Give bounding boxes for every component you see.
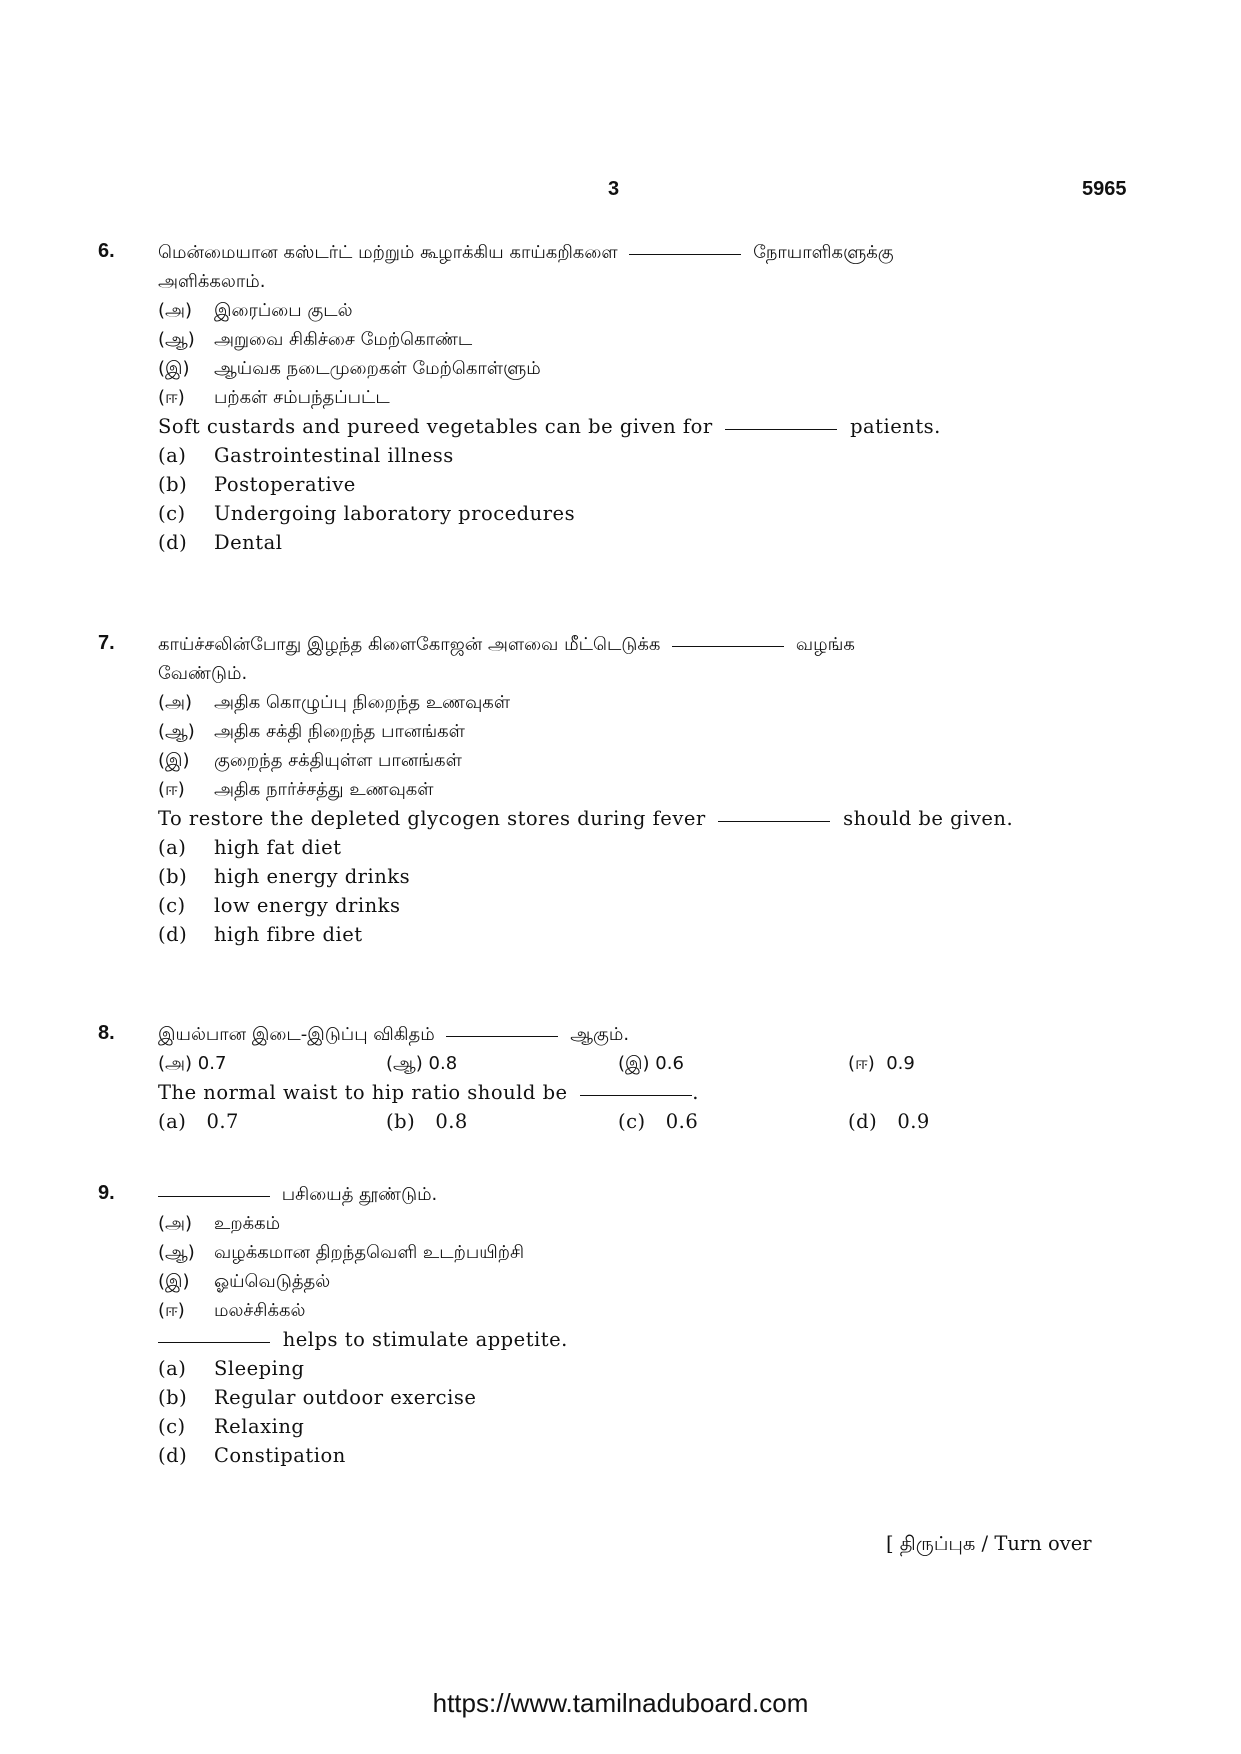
answer-blank	[158, 1342, 270, 1343]
english-option: (a) 0.7	[158, 1110, 239, 1133]
english-option: (c) 0.6	[618, 1110, 699, 1133]
english-stem: Soft custards and pureed vegetables can be given for	[158, 415, 713, 438]
english-options-row	[158, 1107, 1088, 1136]
tamil-option: (அ) 0.7	[158, 1053, 227, 1074]
answer-blank	[718, 821, 830, 822]
english-option: (c) Undergoing laboratory procedures	[158, 502, 576, 525]
tamil-option: (அ) அதிக கொழுப்பு நிறைந்த உணவுகள்	[158, 692, 511, 713]
english-stem: The normal waist to hip ratio should be	[158, 1081, 568, 1104]
tamil-option: (ஈ) அதிக நார்ச்சத்து உணவுகள்	[158, 779, 434, 800]
tamil-stem-line2: அளிக்கலாம்.	[158, 271, 266, 292]
english-option: (d) 0.9	[848, 1110, 930, 1133]
tamil-option: (இ) 0.6	[618, 1053, 684, 1074]
page-number: 3	[608, 178, 620, 200]
tamil-stem: இயல்பான இடை-இடுப்பு விகிதம்	[158, 1024, 435, 1045]
tamil-option: (ஈ) 0.9	[848, 1053, 915, 1074]
english-option: (c) low energy drinks	[158, 894, 401, 917]
tamil-option: (ஈ) பற்கள் சம்பந்தப்பட்ட	[158, 387, 390, 408]
website-url[interactable]: https://www.tamilnaduboard.com	[432, 1688, 809, 1718]
tamil-option: (ஆ) அறுவை சிகிச்சை மேற்கொண்ட	[158, 329, 473, 350]
tamil-option: (இ) குறைந்த சக்தியுள்ள பானங்கள்	[158, 750, 462, 771]
tamil-stem-end: நோயாளிகளுக்கு	[753, 242, 894, 263]
tamil-option: (அ) இரைப்பை குடல்	[158, 300, 353, 321]
english-option: (b) Regular outdoor exercise	[158, 1386, 477, 1409]
tamil-stem: மென்மையான கஸ்டர்ட் மற்றும் கூழாக்கிய காய்கறிகளை	[158, 242, 618, 263]
tamil-option: (ஆ) வழக்கமான திறந்தவெளி உடற்பயிற்சி	[158, 1242, 525, 1263]
english-option: (b) Postoperative	[158, 473, 356, 496]
answer-blank	[725, 429, 837, 430]
tamil-option: (ஆ) 0.8	[386, 1053, 458, 1074]
question-number: 8.	[98, 1022, 115, 1044]
question-number: 9.	[98, 1182, 115, 1204]
tamil-stem-end: வழங்க	[795, 634, 855, 655]
english-stem-end: patients.	[850, 415, 941, 438]
answer-blank	[446, 1036, 558, 1037]
answer-blank	[629, 254, 741, 255]
english-stem-end: .	[692, 1081, 699, 1104]
english-option: (a) Sleeping	[158, 1357, 305, 1380]
tamil-option: (அ) உறக்கம்	[158, 1213, 281, 1234]
answer-blank	[580, 1095, 692, 1096]
turn-over-note: [ திருப்புக / Turn over	[886, 1532, 1092, 1555]
tamil-option: (இ) ஓய்வெடுத்தல்	[158, 1271, 331, 1292]
english-option: (a) Gastrointestinal illness	[158, 444, 454, 467]
english-option: (b) high energy drinks	[158, 865, 411, 888]
tamil-stem: பசியைத் தூண்டும்.	[281, 1184, 438, 1205]
english-option: (d) Constipation	[158, 1444, 346, 1467]
tamil-stem-end: ஆகும்.	[570, 1024, 630, 1045]
answer-blank	[158, 1196, 270, 1197]
tamil-options-row	[158, 1049, 1088, 1078]
english-option: (b) 0.8	[386, 1110, 468, 1133]
english-option: (c) Relaxing	[158, 1415, 305, 1438]
paper-code: 5965	[1082, 178, 1127, 200]
tamil-option: (இ) ஆய்வக நடைமுறைகள் மேற்கொள்ளும்	[158, 358, 541, 379]
english-stem: helps to stimulate appetite.	[282, 1328, 568, 1351]
tamil-option: (ஈ) மலச்சிக்கல்	[158, 1300, 306, 1321]
english-option: (d) high fibre diet	[158, 923, 363, 946]
tamil-option: (ஆ) அதிக சக்தி நிறைந்த பானங்கள்	[158, 721, 465, 742]
question-number: 7.	[98, 632, 115, 654]
tamil-stem: காய்ச்சலின்போது இழந்த கிளைகோஜன் அளவை மீட்டெடுக்க	[158, 634, 661, 655]
english-option: (d) Dental	[158, 531, 283, 554]
english-stem-end: should be given.	[843, 807, 1014, 830]
english-stem: To restore the depleted glycogen stores during fever	[158, 807, 706, 830]
answer-blank	[672, 646, 784, 647]
english-option: (a) high fat diet	[158, 836, 342, 859]
question-number: 6.	[98, 240, 115, 262]
tamil-stem-line2: வேண்டும்.	[158, 663, 248, 684]
